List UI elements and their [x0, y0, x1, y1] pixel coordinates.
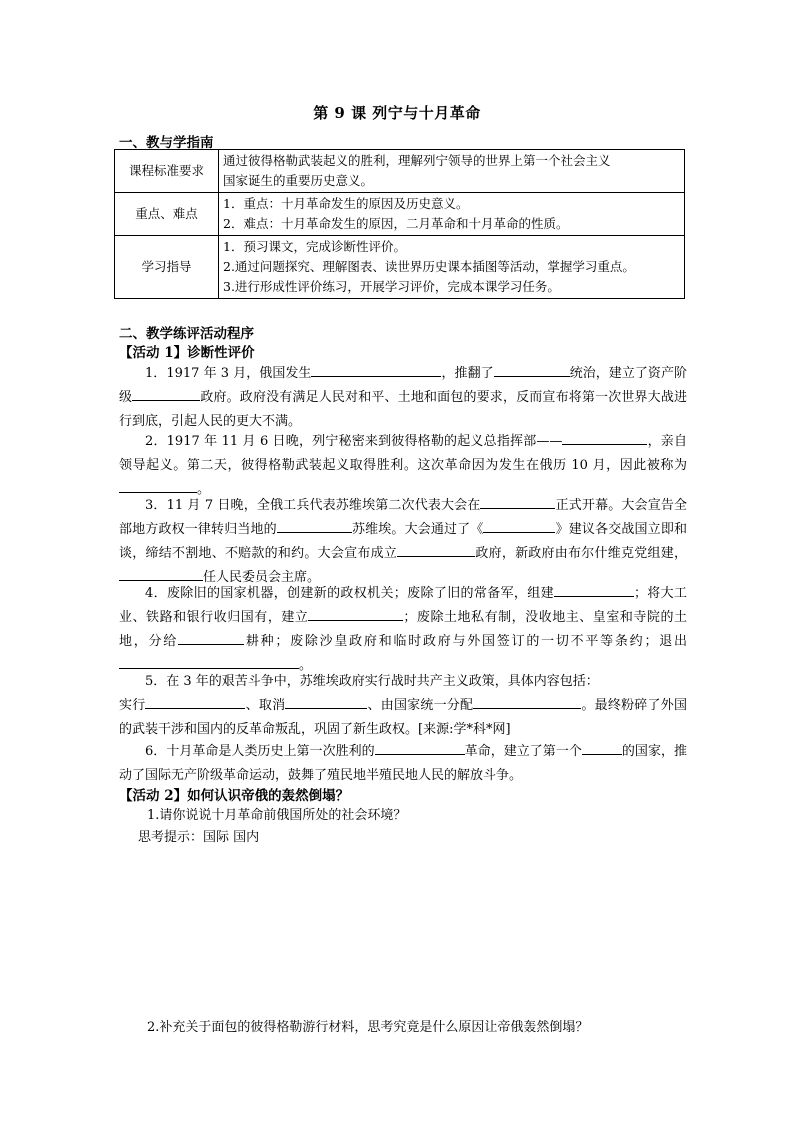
table-line: 通过彼得格勒武装起义的胜利，理解列宁领导的世界上第一个社会主义 — [223, 153, 611, 168]
question-5: 5．在 3 年的艰苦斗争中，苏维埃政府实行战时共产主义政策，具体内容包括： — [145, 674, 599, 689]
answer-blank[interactable] — [554, 582, 634, 597]
answer-blank[interactable] — [178, 630, 244, 645]
table-row — [115, 150, 685, 193]
answer-blank[interactable] — [119, 654, 299, 669]
answer-blank[interactable] — [483, 518, 555, 533]
answer-blank[interactable] — [582, 740, 622, 755]
section-heading-procedure: 二、教学练评活动程序 — [119, 326, 254, 342]
page-title: 第 9 课 列宁与十月革命 — [313, 104, 481, 122]
answer-blank[interactable] — [119, 478, 197, 493]
answer-blank[interactable] — [375, 740, 465, 755]
guide-table — [114, 149, 685, 299]
question-2: 2．1917 年 11 月 6 日晚，列宁秘密来到彼得格勒的起义总指挥部—— ，亲自领导起义。第二天，彼得格勒武装起义取得胜利。这次革命因为发生在俄历 10 月，因此被称为。 — [119, 430, 687, 502]
table-label: 重点、难点 — [115, 193, 219, 236]
activity-heading-1: 【活动 1】诊断性评价 — [119, 345, 255, 361]
table-line: 国家诞生的重要历史意义。 — [223, 173, 374, 188]
answer-blank[interactable] — [473, 694, 581, 709]
answer-blank[interactable] — [277, 518, 352, 533]
answer-blank[interactable] — [494, 362, 570, 377]
table-line: 1．预习课文，完成诊断性评价。 — [223, 239, 406, 254]
question-3: 3．11 月 7 日晚，全俄工兵代表苏维埃第二次代表大会在 正式开幕。大会宣告全部地方政权一律转归当地的 苏维埃。大会通过了《 》建议各交战国立即和谈，缔结不割地、不赔款的和约。大会宣布成立 政府，新政府由布尔什维克党组建，任人民委员会主席。 — [119, 494, 687, 590]
answer-blank[interactable] — [285, 694, 367, 709]
answer-blank[interactable] — [308, 606, 403, 621]
section-heading-guide: 一、教与学指南 — [119, 135, 214, 151]
question-5-cont: 实行 、取消 、由国家统一分配 。最终粉碎了外国的武装干涉和国内的反革命叛乱，巩固了新生政权。[来源:学*科*网] — [119, 694, 687, 742]
answer-blank[interactable] — [119, 566, 203, 581]
table-row — [115, 193, 685, 236]
thinking-hint: 思考提示：国际 国内 — [138, 830, 260, 845]
question-6: 6．十月革命是人类历史上第一次胜利的 革命，建立了第一个 的国家，推动了国际无产阶级革命运动，鼓舞了殖民地半殖民地人民的解放斗争。 — [119, 740, 687, 788]
table-label: 学习指导 — [115, 236, 219, 299]
table-line: 3.进行形成性评价练习，开展学习评价，完成本课学习任务。 — [223, 279, 560, 294]
answer-blank[interactable] — [132, 386, 200, 401]
question-7: 1.请你说说十月革命前俄国所处的社会环境？ — [147, 808, 407, 823]
table-cell — [219, 150, 685, 193]
table-line: 2．难点：十月革命发生的原因，二月革命和十月革命的性质。 — [223, 216, 569, 231]
answer-blank[interactable] — [480, 494, 555, 509]
table-cell — [219, 236, 685, 299]
table-row — [115, 236, 685, 299]
table-line: 2.通过问题探究、理解图表、读世界历史课本插图等活动，掌握学习重点。 — [223, 259, 635, 274]
answer-blank[interactable] — [145, 694, 245, 709]
activity-heading-2: 【活动 2】如何认识帝俄的轰然倒塌？ — [119, 788, 350, 804]
table-label: 课程标准要求 — [115, 150, 219, 193]
question-8: 2.补充关于面包的彼得格勒游行材料，思考究竟是什么原因让帝俄轰然倒塌？ — [147, 1020, 589, 1035]
table-line: 1．重点：十月革命发生的原因及历史意义。 — [223, 196, 469, 211]
question-4: 4．废除旧的国家机器，创建新的政权机关；废除了旧的常备军，组建 ；将大工业、铁路和银行收归国有，建立 ；废除土地私有制，没收地主、皇室和寺院的土地，分给 耕种；废除沙皇政府和临时政府与外国签订的一切不平等条约；退出。 — [119, 582, 687, 678]
answer-blank[interactable] — [397, 542, 475, 557]
answer-blank[interactable] — [311, 362, 441, 377]
table-cell — [219, 193, 685, 236]
question-1: 1．1917 年 3 月，俄国发生 ，推翻了 统治，建立了资产阶级 政府。政府没有满足人民对和平、土地和面包的要求，反而宣布将第一次世界大战进行到底，引起人民的更大不满。 — [119, 362, 687, 434]
answer-blank[interactable] — [562, 430, 647, 445]
